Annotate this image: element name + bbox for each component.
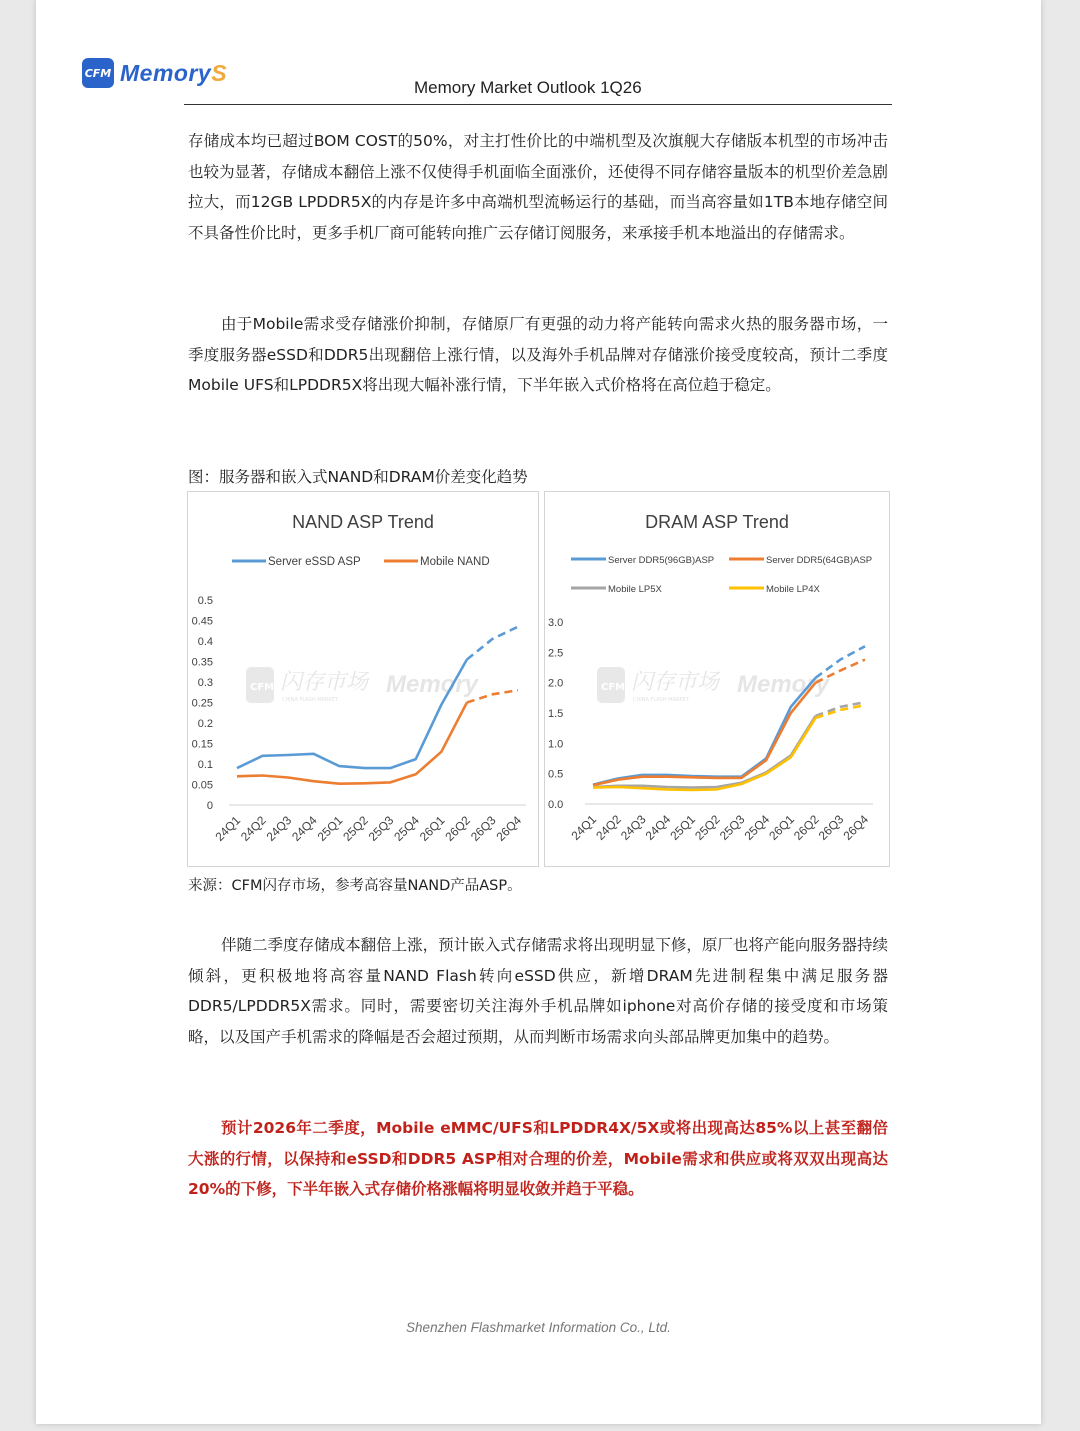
header-divider xyxy=(184,104,892,105)
paragraph-4-highlight: 预计2026年二季度，Mobile eMMC/UFS和LPDDR4X/5X或将出现高达85%以上甚至翻倍大涨的行情，以保持和eSSD和DDR5 ASP相对合理的价差，Mobile需求和供应或将双双出现高达20%的下修，下半年嵌入式存储价格涨幅将明显收敛并趋于平稳。 xyxy=(188,1119,888,1199)
y-tick-label: 1.5 xyxy=(548,708,564,720)
legend-label-3: Mobile LP4X xyxy=(766,584,820,595)
x-tick-label: 24Q4 xyxy=(289,813,320,844)
y-tick-label: 0.15 xyxy=(191,738,213,751)
x-tick-label: 24Q4 xyxy=(642,812,674,843)
y-tick-label: 1.0 xyxy=(548,738,564,751)
x-tick-label: 24Q2 xyxy=(593,812,624,843)
y-tick-label: 3.0 xyxy=(548,617,564,629)
y-tick-label: 0.3 xyxy=(197,677,213,689)
x-tick-label: 26Q3 xyxy=(467,813,499,844)
watermark-sub: CHINA FLASH MARKET xyxy=(282,697,338,703)
y-tick-label: 0.5 xyxy=(548,768,564,781)
x-tick-label: 25Q1 xyxy=(667,812,699,843)
x-tick-label: 26Q4 xyxy=(493,813,525,844)
y-tick-label: 0.4 xyxy=(197,636,213,648)
company-logo xyxy=(82,58,227,88)
y-tick-label: 0.45 xyxy=(191,615,213,628)
x-tick-label: 26Q2 xyxy=(442,813,474,844)
x-tick-label: 25Q4 xyxy=(391,813,422,844)
x-tick-label: 24Q3 xyxy=(617,812,649,843)
x-tick-label: 25Q4 xyxy=(741,812,773,843)
x-tick-label: 25Q1 xyxy=(314,813,346,844)
series-forecast-line-0 xyxy=(467,627,518,660)
dram-chart-svg xyxy=(545,492,889,866)
y-tick-label: 0.5 xyxy=(197,595,213,607)
series-line-1 xyxy=(593,683,816,786)
x-tick-label: 24Q1 xyxy=(212,813,244,844)
legend-label-0: Server DDR5(96GB)ASP xyxy=(608,555,715,566)
logo-wordmark: MemoryS xyxy=(120,59,228,86)
x-tick-label: 26Q2 xyxy=(791,812,822,843)
page-footer: Shenzhen Flashmarket Information Co., Ltd. xyxy=(406,1320,671,1335)
x-tick-label: 24Q3 xyxy=(263,813,295,844)
y-tick-label: 0.1 xyxy=(197,759,213,771)
x-tick-label: 25Q3 xyxy=(716,812,748,843)
y-tick-label: 0.05 xyxy=(191,779,213,792)
legend-label-2: Mobile LP5X xyxy=(608,584,662,595)
figure-title: 图：服务器和嵌入式NAND和DRAM价差变化趋势 xyxy=(188,468,528,486)
watermark-sub: CHINA FLASH MARKET xyxy=(633,697,689,703)
y-tick-label: 0.0 xyxy=(548,799,564,811)
cfm-logo-mark: CFM xyxy=(82,58,114,88)
nand-asp-chart xyxy=(187,491,539,867)
document-page xyxy=(36,0,1041,1424)
paragraph-1: 存储成本均已超过BOM COST的50%，对主打性价比的中端机型及次旗舰大存储版本机型的市场冲击也较为显著，存储成本翻倍上涨不仅使得手机面临全面涨价，还使得不同存储容量版本的机型价差急剧拉大，而12GB LPDDR5X的内存是许多中高端机型流畅运行的基础，而当高容量如1TB本地存储空间不具备性价比时，更多手机厂商可能转向推广云存储订阅服务，来承接手机本地溢出的存储需求。 xyxy=(188,132,888,242)
y-tick-label: 2.0 xyxy=(548,677,564,690)
watermark-logo-text: CFM xyxy=(250,682,275,693)
x-tick-label: 26Q3 xyxy=(815,812,847,843)
x-tick-label: 26Q1 xyxy=(416,813,448,844)
x-tick-label: 24Q2 xyxy=(238,813,269,844)
x-tick-label: 24Q1 xyxy=(568,812,600,843)
page-header-title: Memory Market Outlook 1Q26 xyxy=(414,78,642,97)
watermark-en: Memory xyxy=(737,671,830,698)
watermark-cn: 闪存市场 xyxy=(631,670,720,695)
x-tick-label: 26Q1 xyxy=(766,812,797,843)
figure-source: 来源：CFM闪存市场，参考高容量NAND产品ASP。 xyxy=(188,878,522,894)
series-line-1 xyxy=(237,703,467,784)
x-tick-label: 26Q4 xyxy=(840,812,872,843)
x-tick-label: 25Q2 xyxy=(692,812,723,843)
watermark xyxy=(597,667,831,703)
nand-chart-svg xyxy=(188,492,538,866)
watermark-logo-text: CFM xyxy=(601,682,626,693)
y-tick-label: 0.25 xyxy=(191,697,213,710)
paragraph-2: 由于Mobile需求受存储涨价抑制，存储原厂有更强的动力将产能转向需求火热的服务器市场，一季度服务器eSSD和DDR5出现翻倍上涨行情，以及海外手机品牌对存储涨价接受度较高，预计二季度Mobile UFS和LPDDR5X将出现大幅补涨行情，下半年嵌入式价格将在高位趋于稳定。 xyxy=(188,315,888,395)
dram-asp-chart xyxy=(544,491,890,867)
chart-title: NAND ASP Trend xyxy=(292,512,434,532)
chart-title: DRAM ASP Trend xyxy=(645,512,789,532)
paragraph-3: 伴随二季度存储成本翻倍上涨，预计嵌入式存储需求将出现明显下修，原厂也将产能向服务器持续倾斜，更积极地将高容量NAND Flash转向eSSD供应，新增DRAM先进制程集中满足服务器DDR5/LPDDR5X需求。同时，需要密切关注海外手机品牌如iphone对高价存储的接受度和市场策略，以及国产手机需求的降幅是否会超过预期，从而判断市场需求向头部品牌更加集中的趋势。 xyxy=(188,936,888,1046)
legend-label-1: Mobile NAND xyxy=(420,556,490,568)
y-tick-label: 0 xyxy=(206,800,213,812)
legend-label-0: Server eSSD ASP xyxy=(268,556,361,568)
watermark-cn: 闪存市场 xyxy=(280,670,369,695)
x-tick-label: 25Q3 xyxy=(365,813,397,844)
legend-label-1: Server DDR5(64GB)ASP xyxy=(766,555,873,566)
y-tick-label: 0.2 xyxy=(197,718,213,730)
y-tick-label: 2.5 xyxy=(548,647,564,660)
y-tick-label: 0.35 xyxy=(191,656,213,669)
x-tick-label: 25Q2 xyxy=(340,813,371,844)
watermark-en: Memory xyxy=(386,671,479,698)
